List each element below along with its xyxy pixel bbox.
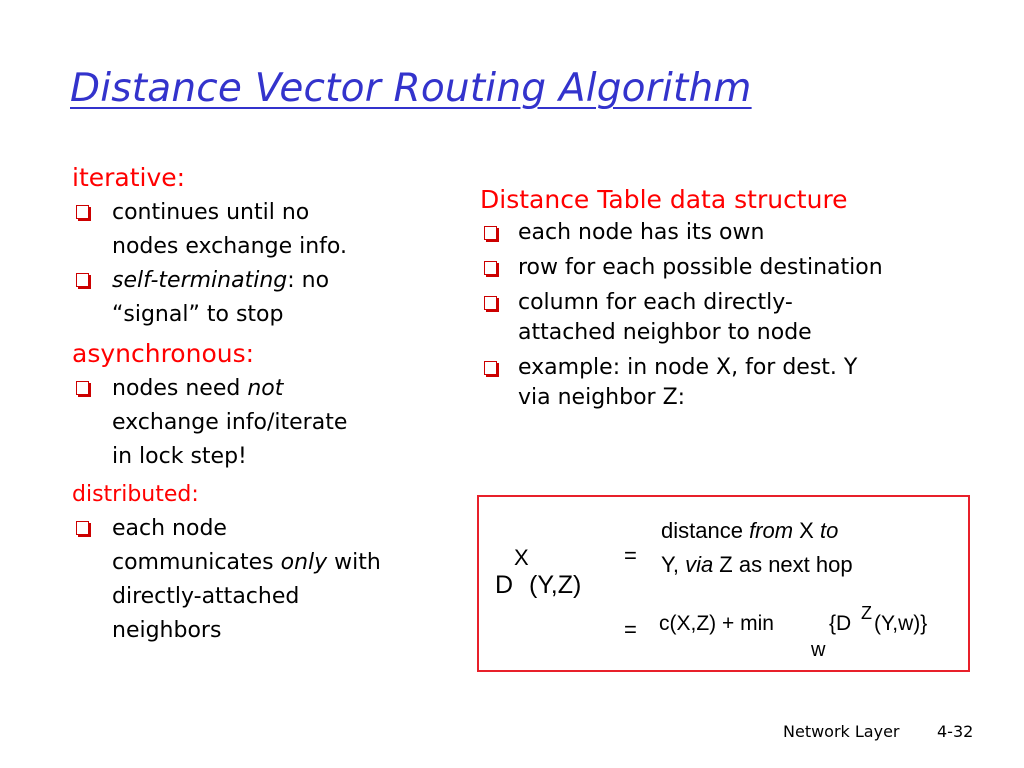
formula-d: D bbox=[495, 571, 514, 599]
list-item: continues until no nodes exchange info. bbox=[72, 196, 442, 264]
list-item: self-terminating: no “signal” to stop bbox=[72, 264, 442, 332]
distributed-list bbox=[72, 512, 442, 648]
formula-description-line1: distance from X to bbox=[661, 518, 839, 543]
formula-sup-z: Z bbox=[861, 603, 872, 623]
formula-description-line2: Y, via Z as next hop bbox=[661, 552, 853, 577]
list-item: each node has its own bbox=[480, 218, 1000, 248]
formula-args-w: (Y,w)} bbox=[874, 612, 928, 635]
asynchronous-list bbox=[72, 372, 442, 474]
formula-cost-min: c(X,Z) + min bbox=[659, 612, 774, 635]
list-item: column for each directly- attached neighbor to node bbox=[480, 288, 1000, 348]
iterative-list bbox=[72, 196, 442, 332]
square-bullet-icon bbox=[484, 226, 497, 240]
square-bullet-icon bbox=[484, 261, 497, 275]
list-item: example: in node X, for dest. Y via neighbor Z: bbox=[480, 353, 1000, 413]
formula-sub-w: w bbox=[811, 639, 826, 661]
list-item: each node communicates only with directly-attached neighbors bbox=[72, 512, 442, 648]
square-bullet-icon bbox=[76, 381, 89, 395]
formula-equals-2: = bbox=[624, 617, 637, 642]
formula-brace-d: {D bbox=[829, 612, 852, 635]
heading-distributed: distributed: bbox=[72, 482, 199, 507]
heading-distance-table: Distance Table data structure bbox=[480, 185, 848, 214]
formula-box bbox=[477, 495, 970, 672]
list-item: nodes need not exchange info/iterate in lock step! bbox=[72, 372, 442, 474]
square-bullet-icon bbox=[484, 296, 497, 310]
square-bullet-icon bbox=[76, 205, 89, 219]
heading-iterative: iterative: bbox=[72, 163, 186, 192]
square-bullet-icon bbox=[76, 521, 89, 535]
heading-asynchronous: asynchronous: bbox=[72, 339, 255, 368]
footer-label: Network Layer bbox=[783, 722, 900, 741]
slide-title: Distance Vector Routing Algorithm bbox=[70, 66, 752, 111]
formula-args: (Y,Z) bbox=[529, 571, 582, 599]
distance-table-list bbox=[480, 218, 1000, 413]
square-bullet-icon bbox=[76, 273, 89, 287]
list-item: row for each possible destination bbox=[480, 253, 1000, 283]
formula-sup-x: X bbox=[514, 545, 529, 570]
left-column bbox=[72, 162, 442, 654]
formula-equals-1: = bbox=[624, 543, 637, 568]
square-bullet-icon bbox=[484, 361, 497, 375]
right-column bbox=[480, 184, 1000, 419]
footer-page-number: 4-32 bbox=[937, 722, 974, 741]
